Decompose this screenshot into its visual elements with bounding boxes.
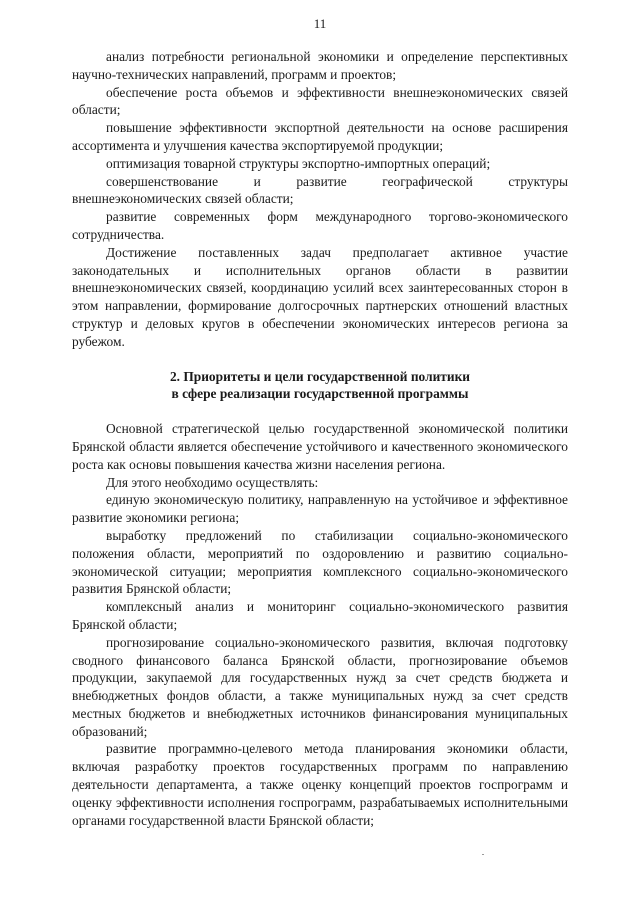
paragraph: единую экономическую политику, направленную на устойчивое и эффективное развитие экономики региона;	[72, 492, 568, 526]
section-heading	[72, 368, 568, 404]
spacer	[72, 351, 568, 368]
scan-speck	[482, 854, 484, 855]
paragraph: Достижение поставленных задач предполагает активное участие законодательных и исполнительных органов области в развитии внешнеэкономических связей, координацию усилий всех заинтересованных сторон в этом направлении, формирование долгосрочных партнерских отношений властных структур и деловых кругов в обеспечении экономических интересов региона за рубежом.	[72, 244, 568, 349]
paragraph: выработку предложений по стабилизации социально-экономического положения области, мероприятий по оздоровлению и развитию социально-экономической ситуации; мероприятия комплексного социально-экономического развития Брянской области;	[72, 527, 568, 597]
paragraph: совершенствование и развитие географической структуры внешнеэкономических связей области;	[72, 173, 568, 207]
page-content	[72, 48, 568, 829]
paragraph: повышение эффективности экспортной деятельности на основе расширения ассортимента и улучшения качества экспортируемой продукции;	[72, 120, 568, 153]
spacer	[72, 403, 568, 420]
paragraph: развитие программно-целевого метода планирования экономики области, включая разработку проектов государственных программ по направлению деятельности департамента, а также оценку концепций проектов госпрограмм и оценку эффективности исполнения госпрограмм, разрабатываемых исполнительными органами государственной власти Брянской области;	[72, 741, 568, 828]
paragraph: оптимизация товарной структуры экспортно-импортных операций;	[106, 155, 491, 171]
section-heading-line-2: в сфере реализации государственной программы	[171, 386, 469, 402]
paragraph: прогнозирование социально-экономического развития, включая подготовку сводного финансового баланса Брянской области, прогнозирование объемов продукции, закупаемой для государственных нужд за счет средств бюджета и внебюджетных фондов области, а также муниципальных нужд за счет средств местных бюджетов и внебюджетных источников финансирования муниципальных образований;	[72, 634, 568, 739]
paragraph: Основной стратегической целью государственной экономической политики Брянской области является обеспечение устойчивого и качественного экономического роста как основы повышения качества жизни населения региона.	[72, 421, 568, 472]
paragraph: анализ потребности региональной экономики и определение перспективных научно-технических направлений, программ и проектов;	[72, 49, 568, 82]
paragraph: комплексный анализ и мониторинг социально-экономического развития Брянской области;	[72, 599, 568, 632]
page-number: 11	[313, 16, 327, 31]
paragraph: Для этого необходимо осуществлять:	[106, 474, 319, 490]
paragraph: развитие современных форм международного торгово-экономического сотрудничества.	[72, 209, 568, 242]
section-heading-line-1: 2. Приоритеты и цели государственной политики	[169, 368, 471, 384]
paragraph: обеспечение роста объемов и эффективности внешнеэкономических связей области;	[72, 84, 568, 118]
